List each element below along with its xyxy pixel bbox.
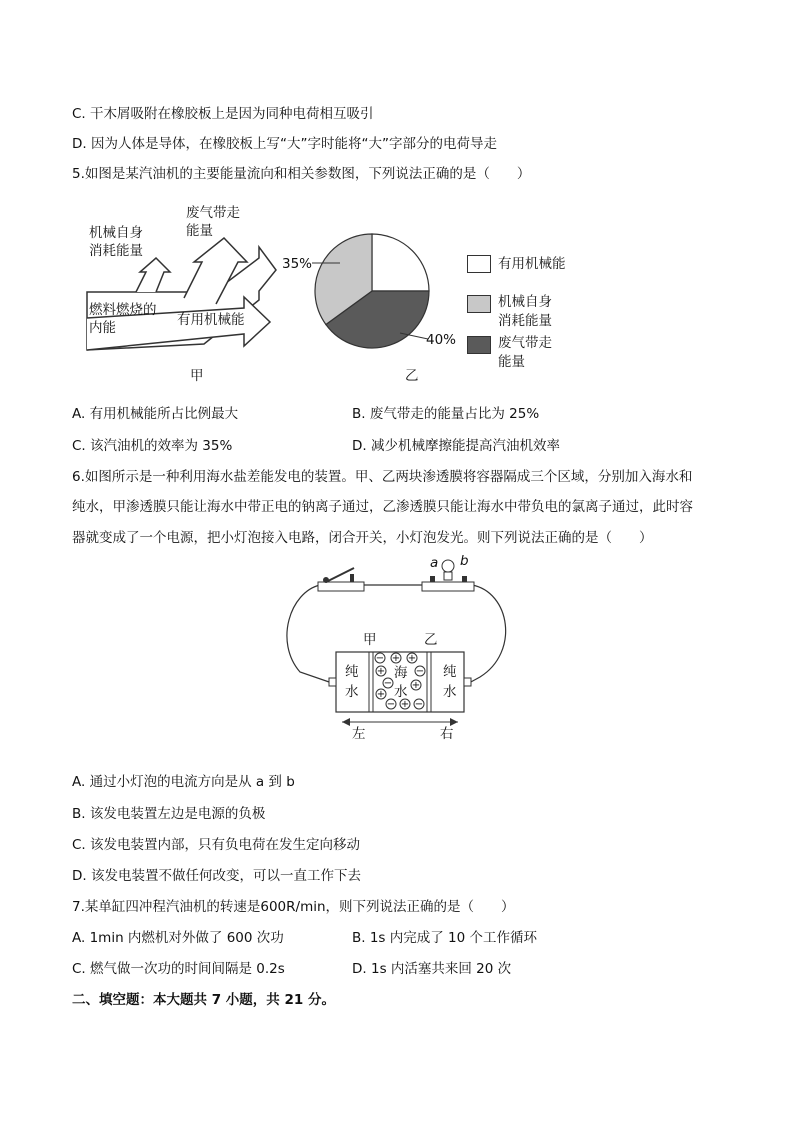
left-pure-water-2: 水 [345,684,359,700]
ion-negative [383,678,393,689]
q5-option-a: A. 有用机械能所占比例最大 [72,406,239,422]
svg-text:+: + [407,653,417,664]
seawater-generator-diagram [280,552,530,747]
svg-text:−: − [415,666,425,677]
svg-text:+: + [391,653,401,664]
q7-option-d: D. 1s 内活塞共来回 20 次 [352,961,512,977]
q5-option-b: B. 废气带走的能量占比为 25% [352,406,540,422]
terminal-b-label: b [460,553,469,569]
q7-option-c: C. 燃气做一次功的时间间隔是 0.2s [72,961,285,977]
membrane-yi-label: 乙 [424,632,438,648]
ion-negative [414,699,424,710]
ion-positive [376,689,386,700]
flow-label-useful: 有用机械能 [177,312,245,328]
left-label: 左 [352,726,366,742]
question-7: 7.某单缸四冲程汽油机的转速是600R/min，则下列说法正确的是（ ） [72,899,515,915]
legend-label-useful: 有用机械能 [498,256,566,272]
legend-label-exhaust-1: 废气带走 [498,335,552,351]
pie-caption: 乙 [405,368,419,384]
svg-text:−: − [414,699,424,710]
question-6-line-2: 纯水，甲渗透膜只能让海水中带正电的钠离子通过，乙渗透膜只能让海水中带负电的氯离子通过，此时容 [72,499,693,515]
svg-text:−: − [386,699,396,710]
ion-positive [400,699,410,710]
svg-text:−: − [375,653,385,664]
legend-swatch-useful [467,255,491,273]
ion-negative [375,653,385,664]
q4-option-d: D. 因为人体是导体，在橡胶板上写“大”字时能将“大”字部分的电荷导走 [72,136,497,152]
question-6-line-3: 器就变成了一个电源，把小灯泡接入电路，闭合开关，小灯泡发光。则下列说法正确的是（ ） [72,530,653,546]
flow-label-exhaust-2: 能量 [186,223,213,239]
terminal-a-label: a [430,555,439,571]
q6-option-a: A. 通过小灯泡的电流方向是从 a 到 b [72,774,295,790]
question-6-line-1: 6.如图所示是一种利用海水盐差能发电的装置。甲、乙两块渗透膜将容器隔成三个区域，分别加入海水和 [72,469,693,485]
legend-label-exhaust-2: 能量 [498,354,525,370]
svg-text:−: − [383,678,393,689]
sea-water-2: 水 [394,684,408,700]
ion-positive [391,653,401,664]
ion-positive [407,653,417,664]
svg-text:+: + [376,689,386,700]
legend-swatch-exhaust [467,336,491,354]
legend-label-mech-1: 机械自身 [498,294,552,310]
flow-label-mech-loss-2: 消耗能量 [89,243,143,259]
q6-option-b: B. 该发电装置左边是电源的负极 [72,806,266,822]
section-2-heading: 二、填空题：本大题共 7 小题，共 21 分。 [72,992,335,1008]
q5-option-d: D. 减少机械摩擦能提高汽油机效率 [352,438,560,454]
right-pure-water-1: 纯 [443,664,457,680]
right-pure-water-2: 水 [443,684,457,700]
q6-option-d: D. 该发电装置不做任何改变，可以一直工作下去 [72,868,361,884]
left-pure-water-1: 纯 [345,664,359,680]
flow-label-fuel-1: 燃料燃烧的 [89,302,157,318]
legend-swatch-mech [467,295,491,313]
ion-negative [386,699,396,710]
membrane-jia-label: 甲 [363,632,377,648]
ion-positive [376,666,386,677]
pie-pct-label-40: 40% [426,332,457,348]
flow-label-exhaust-1: 废气带走 [186,205,240,221]
svg-text:+: + [411,680,421,691]
q4-option-c: C. 干木屑吸附在橡胶板上是因为同种电荷相互吸引 [72,106,374,122]
q6-option-c: C. 该发电装置内部，只有负电荷在发生定向移动 [72,837,361,853]
ion-negative [415,666,425,677]
right-label: 右 [440,726,454,742]
flow-caption: 甲 [190,368,204,384]
q5-option-c: C. 该汽油机的效率为 35% [72,438,233,454]
legend-label-mech-2: 消耗能量 [498,313,552,329]
q7-option-b: B. 1s 内完成了 10 个工作循环 [352,930,538,946]
q7-option-a: A. 1min 内燃机对外做了 600 次功 [72,930,284,946]
flow-label-fuel-2: 内能 [89,320,116,336]
question-5: 5.如图是某汽油机的主要能量流向和相关参数图，下列说法正确的是（ ） [72,166,531,182]
sea-water-1: 海 [394,665,408,681]
pie-slice-useful [372,234,429,291]
flow-label-mech-loss-1: 机械自身 [89,225,143,241]
svg-text:+: + [400,699,410,710]
svg-text:+: + [376,666,386,677]
pie-pct-label-35: 35% [282,256,313,272]
ion-positive [411,680,421,691]
